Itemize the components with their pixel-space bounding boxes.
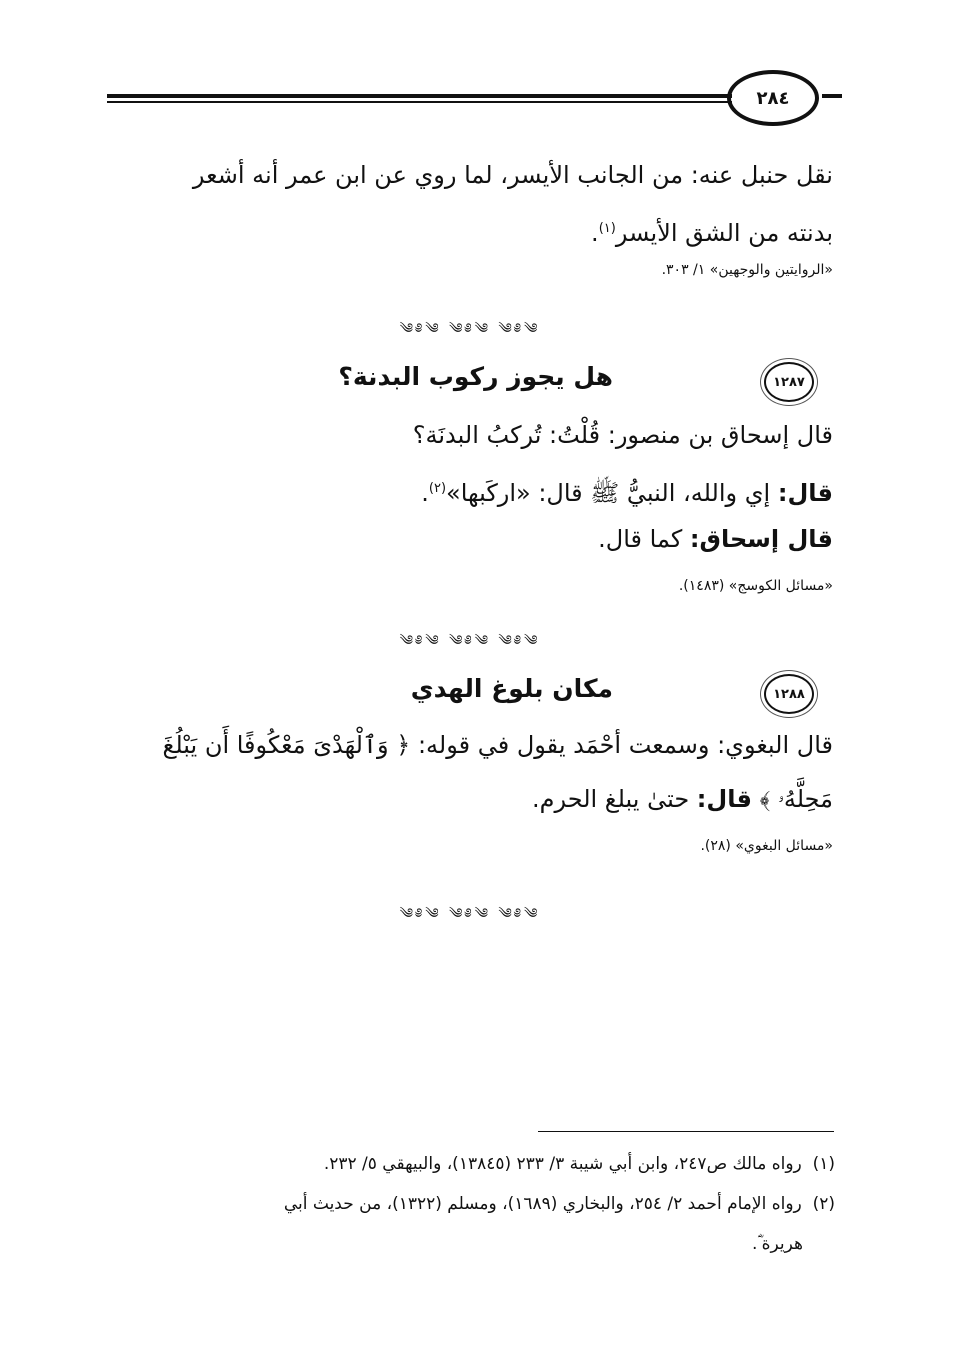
footnote-separator <box>538 1131 834 1132</box>
header-rule-thin <box>107 101 732 103</box>
section-reference: «مسائل البغوي» (٢٨). <box>700 838 833 854</box>
intro-line-2 <box>113 202 833 260</box>
header-rule-end <box>822 94 842 98</box>
issue-number: ١٢٨٧ <box>773 374 805 390</box>
issue-number-badge <box>764 674 814 714</box>
header-rule <box>107 94 732 98</box>
section-divider-ornament: ༄༅༄ ༄༅༄ ༄༅༄ <box>399 321 541 337</box>
section-line: قال إسحاق بن منصور: قُلْتُ: تُركبُ البدنَة؟ <box>412 421 833 449</box>
section-line <box>113 772 833 826</box>
section-divider-ornament: ༄༅༄ ༄༅༄ ༄༅༄ <box>399 906 541 922</box>
footnote-marker-1[interactable]: (١) <box>598 221 616 236</box>
section-title: مكان بلوغ الهدي <box>410 674 613 703</box>
intro-line-2-text: بدنته من الشق الأيسر <box>615 219 833 247</box>
issue-number-badge <box>764 362 814 402</box>
speaker-label: قال إسحاق: <box>689 525 833 553</box>
footnote-marker-2[interactable]: (٢) <box>428 481 447 496</box>
speaker-label: قال: <box>777 479 833 507</box>
footnote-number: (٢) <box>812 1194 835 1214</box>
page-number-frame <box>727 70 819 126</box>
section-divider-ornament: ༄༅༄ ༄༅༄ ༄༅༄ <box>399 633 541 649</box>
footnote-item <box>113 1146 835 1182</box>
issue-number: ١٢٨٨ <box>773 686 805 702</box>
quran-verse-end: مَحِلَّهُۥ ﴾ <box>751 785 833 813</box>
footnote-text: رواه الإمام أحمد ٢/ ٢٥٤، والبخاري (١٦٨٩)، ومسلم (١٣٢٢)، من حديث أبي <box>283 1194 802 1214</box>
page-number: ٢٨٤ <box>756 87 790 109</box>
section-line <box>113 512 833 566</box>
section-title: هل يجوز ركوب البدنة؟ <box>338 362 613 391</box>
section-line-text: إي والله، النبيُّ ﷺ قال: «اركَبها» <box>446 479 778 507</box>
section-line-text: حتىٰ يبلغ الحرم. <box>531 785 697 813</box>
footnote-continuation: هريرة ؓ. <box>751 1234 803 1254</box>
speaker-label: قال: <box>696 785 752 813</box>
section-line-text: كما قال. <box>598 525 690 553</box>
intro-line-2-end: . <box>591 219 599 247</box>
section-line-end: . <box>421 479 429 507</box>
intro-line-1: نقل حنبل عنه: من الجانب الأيسر، لما روي عن ابن عمر أنه أشعر <box>192 161 833 189</box>
footnote-text: رواه مالك ص٢٤٧، وابن أبي شيبة ٣/ ٢٣٣ (١٣٨٤٥)، والبيهقي ٥/ ٢٣٢. <box>323 1154 802 1174</box>
section-line: قال البغوي: وسمعت أحْمَد يقول في قوله: ﴿ وَٱلْهَدْىَ مَعْكُوفًا أَن يَبْلُغَ <box>162 731 833 759</box>
footnote-number: (١) <box>812 1154 835 1174</box>
section-reference: «مسائل الكوسج» (١٤٨٣). <box>678 578 833 594</box>
intro-reference: «الروايتين والوجهين» ١/ ٣٠٣. <box>661 262 833 278</box>
footnote-item <box>113 1186 835 1222</box>
